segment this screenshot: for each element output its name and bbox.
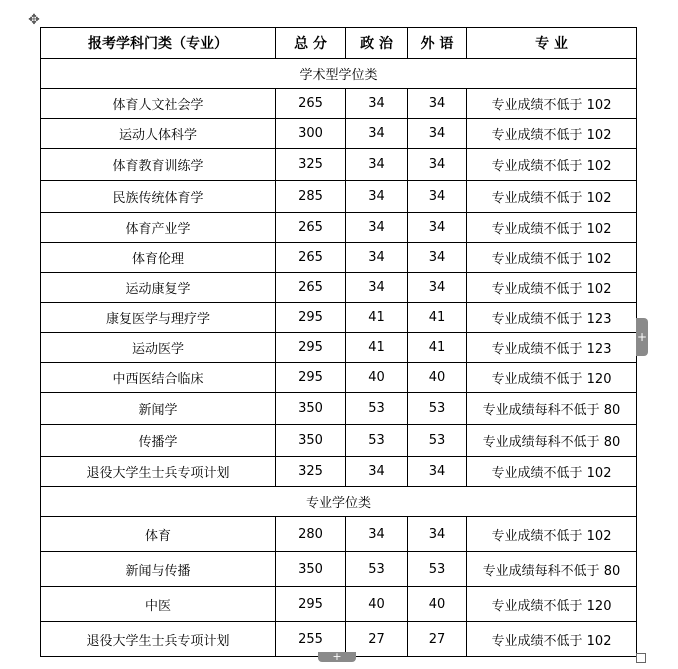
header-politics: 政 治 bbox=[346, 28, 408, 59]
cell-total: 295 bbox=[276, 303, 346, 333]
cell-subject: 体育伦理 bbox=[41, 243, 276, 273]
cell-total: 325 bbox=[276, 149, 346, 181]
add-column-plus-icon[interactable]: + bbox=[636, 318, 648, 356]
table-resize-handle-icon[interactable] bbox=[636, 653, 646, 663]
cell-total: 295 bbox=[276, 587, 346, 622]
cell-total: 255 bbox=[276, 622, 346, 657]
cell-language: 53 bbox=[408, 425, 467, 457]
cell-major: 专业成绩不低于 102 bbox=[467, 89, 637, 119]
cell-subject: 退役大学生士兵专项计划 bbox=[41, 457, 276, 487]
table-row bbox=[41, 425, 637, 457]
cell-major: 专业成绩每科不低于 80 bbox=[467, 425, 637, 457]
cell-subject: 中西医结合临床 bbox=[41, 363, 276, 393]
cell-politics: 53 bbox=[346, 552, 408, 587]
cell-major: 专业成绩不低于 102 bbox=[467, 149, 637, 181]
cell-subject: 体育教育训练学 bbox=[41, 149, 276, 181]
section-row bbox=[41, 59, 637, 89]
table-row bbox=[41, 149, 637, 181]
cell-politics: 41 bbox=[346, 303, 408, 333]
cell-major: 专业成绩不低于 123 bbox=[467, 333, 637, 363]
cell-politics: 34 bbox=[346, 119, 408, 149]
cell-politics: 34 bbox=[346, 457, 408, 487]
cell-language: 27 bbox=[408, 622, 467, 657]
cell-language: 34 bbox=[408, 243, 467, 273]
cell-total: 350 bbox=[276, 393, 346, 425]
cell-language: 41 bbox=[408, 333, 467, 363]
table-row bbox=[41, 363, 637, 393]
cell-total: 350 bbox=[276, 552, 346, 587]
cell-politics: 34 bbox=[346, 243, 408, 273]
section-title: 学术型学位类 bbox=[41, 59, 637, 89]
cell-language: 53 bbox=[408, 552, 467, 587]
cell-politics: 41 bbox=[346, 333, 408, 363]
cell-major: 专业成绩不低于 102 bbox=[467, 457, 637, 487]
table-row bbox=[41, 457, 637, 487]
table-row bbox=[41, 587, 637, 622]
cell-major: 专业成绩不低于 123 bbox=[467, 303, 637, 333]
header-major: 专 业 bbox=[467, 28, 637, 59]
cell-subject: 体育产业学 bbox=[41, 213, 276, 243]
add-row-plus-icon[interactable]: + bbox=[318, 652, 356, 662]
cell-subject: 运动人体科学 bbox=[41, 119, 276, 149]
table-row bbox=[41, 393, 637, 425]
cell-subject: 运动康复学 bbox=[41, 273, 276, 303]
table-row bbox=[41, 119, 637, 149]
cell-total: 265 bbox=[276, 213, 346, 243]
cell-major: 专业成绩不低于 102 bbox=[467, 273, 637, 303]
cell-politics: 27 bbox=[346, 622, 408, 657]
cell-language: 34 bbox=[408, 273, 467, 303]
cell-major: 专业成绩每科不低于 80 bbox=[467, 552, 637, 587]
cell-language: 41 bbox=[408, 303, 467, 333]
section-row bbox=[41, 487, 637, 517]
table-header-row bbox=[41, 28, 637, 59]
table-row bbox=[41, 552, 637, 587]
section-title: 专业学位类 bbox=[41, 487, 637, 517]
cell-major: 专业成绩不低于 102 bbox=[467, 213, 637, 243]
cell-subject: 传播学 bbox=[41, 425, 276, 457]
cell-subject: 民族传统体育学 bbox=[41, 181, 276, 213]
cell-subject: 退役大学生士兵专项计划 bbox=[41, 622, 276, 657]
cell-total: 295 bbox=[276, 363, 346, 393]
cell-total: 280 bbox=[276, 517, 346, 552]
cell-politics: 40 bbox=[346, 363, 408, 393]
cell-major: 专业成绩不低于 120 bbox=[467, 587, 637, 622]
cell-subject: 新闻学 bbox=[41, 393, 276, 425]
cell-politics: 34 bbox=[346, 273, 408, 303]
cell-subject: 运动医学 bbox=[41, 333, 276, 363]
table-row bbox=[41, 517, 637, 552]
cell-politics: 53 bbox=[346, 393, 408, 425]
cell-politics: 34 bbox=[346, 89, 408, 119]
cell-total: 295 bbox=[276, 333, 346, 363]
cell-major: 专业成绩不低于 120 bbox=[467, 363, 637, 393]
table-move-handle-icon[interactable]: ✥ bbox=[28, 12, 40, 28]
cell-politics: 53 bbox=[346, 425, 408, 457]
cell-subject: 中医 bbox=[41, 587, 276, 622]
cell-language: 34 bbox=[408, 517, 467, 552]
cell-language: 40 bbox=[408, 587, 467, 622]
cell-language: 34 bbox=[408, 181, 467, 213]
cell-total: 265 bbox=[276, 89, 346, 119]
header-language: 外 语 bbox=[408, 28, 467, 59]
cell-subject: 体育 bbox=[41, 517, 276, 552]
cell-language: 34 bbox=[408, 119, 467, 149]
cell-major: 专业成绩不低于 102 bbox=[467, 243, 637, 273]
cell-major: 专业成绩不低于 102 bbox=[467, 119, 637, 149]
table-row bbox=[41, 303, 637, 333]
header-total: 总 分 bbox=[276, 28, 346, 59]
cell-politics: 34 bbox=[346, 149, 408, 181]
cell-politics: 34 bbox=[346, 517, 408, 552]
header-subject: 报考学科门类（专业） bbox=[41, 28, 276, 59]
cell-language: 34 bbox=[408, 213, 467, 243]
cell-politics: 34 bbox=[346, 213, 408, 243]
cell-total: 325 bbox=[276, 457, 346, 487]
cell-language: 34 bbox=[408, 457, 467, 487]
cell-language: 34 bbox=[408, 89, 467, 119]
cell-major: 专业成绩不低于 102 bbox=[467, 517, 637, 552]
cell-language: 53 bbox=[408, 393, 467, 425]
table-row bbox=[41, 333, 637, 363]
cell-major: 专业成绩不低于 102 bbox=[467, 181, 637, 213]
cell-politics: 40 bbox=[346, 587, 408, 622]
score-requirements-table bbox=[40, 27, 637, 657]
cell-total: 350 bbox=[276, 425, 346, 457]
cell-total: 300 bbox=[276, 119, 346, 149]
cell-language: 40 bbox=[408, 363, 467, 393]
cell-major: 专业成绩每科不低于 80 bbox=[467, 393, 637, 425]
table-row bbox=[41, 243, 637, 273]
cell-total: 285 bbox=[276, 181, 346, 213]
cell-subject: 新闻与传播 bbox=[41, 552, 276, 587]
table-row bbox=[41, 213, 637, 243]
cell-total: 265 bbox=[276, 243, 346, 273]
cell-total: 265 bbox=[276, 273, 346, 303]
cell-subject: 体育人文社会学 bbox=[41, 89, 276, 119]
cell-language: 34 bbox=[408, 149, 467, 181]
cell-subject: 康复医学与理疗学 bbox=[41, 303, 276, 333]
table-row bbox=[41, 273, 637, 303]
table-row bbox=[41, 89, 637, 119]
table-row bbox=[41, 181, 637, 213]
cell-politics: 34 bbox=[346, 181, 408, 213]
cell-major: 专业成绩不低于 102 bbox=[467, 622, 637, 657]
